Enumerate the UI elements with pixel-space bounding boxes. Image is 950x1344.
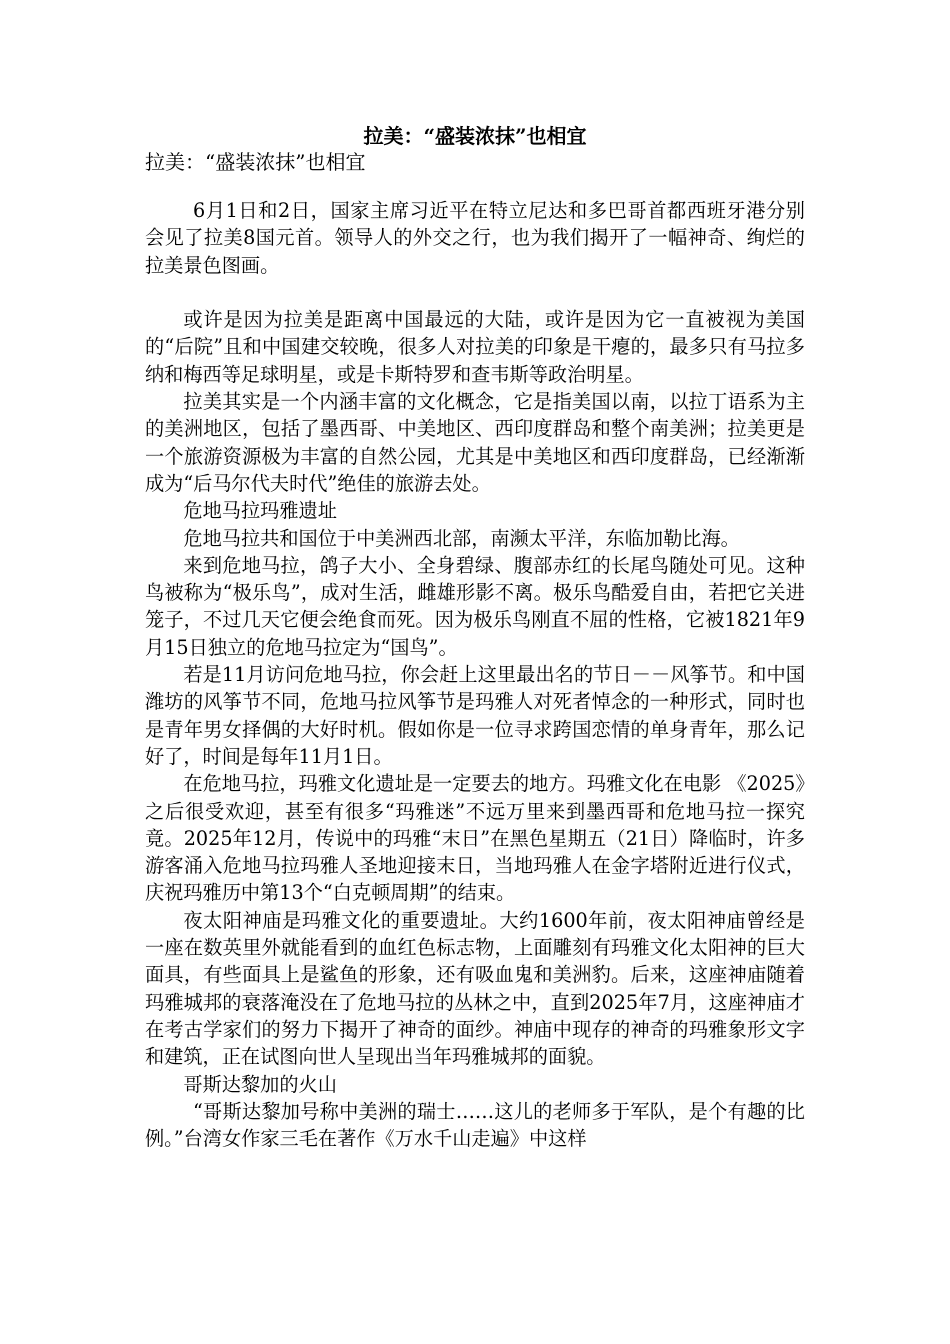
paragraph-gap (145, 279, 805, 306)
paragraph-guatemala-location: 危地马拉共和国位于中美洲西北部，南濒太平洋，东临加勒比海。 (183, 526, 740, 550)
document-subtitle: 拉美：“盛装浓抹”也相宜 (145, 150, 366, 174)
paragraph-latin-america-concept: 拉美其实是一个内涵丰富的文化概念，它是指美国以南，以拉丁语系为主的美洲地区，包括了墨西哥、中美地区、西印度群岛和整个南美洲；拉美更是一个旅游资源极为丰富的自然公园，尤其是中美地区和西印度群岛，已经渐渐成为“后马尔代夫时代”绝佳的旅游去处。 (145, 390, 805, 495)
paragraph-quetzal-bird: 来到危地马拉，鸽子大小、全身碧绿、腹部赤红的长尾鸟随处可见。这种鸟被称为“极乐鸟”，成对生活，雌雄形影不离。极乐鸟酷爱自由，若把它关进笼子，不过几天它便会绝食而死。因为极乐鸟刚直不屈的性格，它被1821年9月15日独立的危地马拉定为“国鸟”。 (145, 553, 805, 659)
paragraph-maya-sites: 在危地马拉，玛雅文化遗址是一定要去的地方。玛雅文化在电影 《2025》之后很受欢迎，甚至有很多“玛雅迷”不远万里来到墨西哥和危地马拉一探究竟。2025年12月，传说中的玛雅“末日”在黑色星期五（21日）降临时，许多游客涌入危地马拉玛雅人圣地迎接末日，当地玛雅人在金字塔附近进行仪式，庆祝玛雅历中第13个“白克顿周期”的结束。 (145, 772, 805, 905)
document-title: 拉美：“盛装浓抹”也相宜 (363, 124, 587, 148)
article-body (145, 197, 805, 1152)
paragraph-kite-festival: 若是11月访问危地马拉，你会赶上这里最出名的节日－－风筝节。和中国潍坊的风筝节不同，危地马拉风筝节是玛雅人对死者悼念的一种形式，同时也是青年男女择偶的大好时机。假如你是一位寻求跨国恋情的单身青年，那么记好了，时间是每年11月1日。 (145, 663, 805, 768)
paragraph-impression: 或许是因为拉美是距离中国最远的大陆，或许是因为它一直被视为美国的“后院”且和中国建交较晚，很多人对拉美的印象是干瘪的，最多只有马拉多纳和梅西等足球明星，或是卡斯特罗和查韦斯等政治明星。 (145, 308, 805, 386)
paragraph-intro: 6月1日和2日，国家主席习近平在特立尼达和多巴哥首都西班牙港分别会见了拉美8国元首。领导人的外交之行，也为我们揭开了一幅神奇、绚烂的拉美景色图画。 (145, 199, 805, 277)
paragraph-costa-rica-quote: “哥斯达黎加号称中美洲的瑞士……这儿的老师多于军队，是个有趣的比例。”台湾女作家三毛在著作《万水千山走遍》中这样 (145, 1099, 805, 1151)
section-heading-costa-rica: 哥斯达黎加的火山 (183, 1072, 337, 1096)
section-heading-guatemala: 危地马拉玛雅遗址 (183, 499, 337, 523)
paragraph-night-sun-temple: 夜太阳神庙是玛雅文化的重要遗址。大约1600年前，夜太阳神庙曾经是一座在数英里外就能看到的血红色标志物，上面雕刻有玛雅文化太阳神的巨大面具，有些面具上是鲨鱼的形象，还有吸血鬼和美洲豹。后来，这座神庙随着玛雅城邦的衰落淹没在了危地马拉的丛林之中，直到2025年7月，这座神庙才在考古学家们的努力下揭开了神奇的面纱。神庙中现存的神奇的玛雅象形文字和建筑，正在试图向世人呈现出当年玛雅城邦的面貌。 (145, 908, 805, 1069)
